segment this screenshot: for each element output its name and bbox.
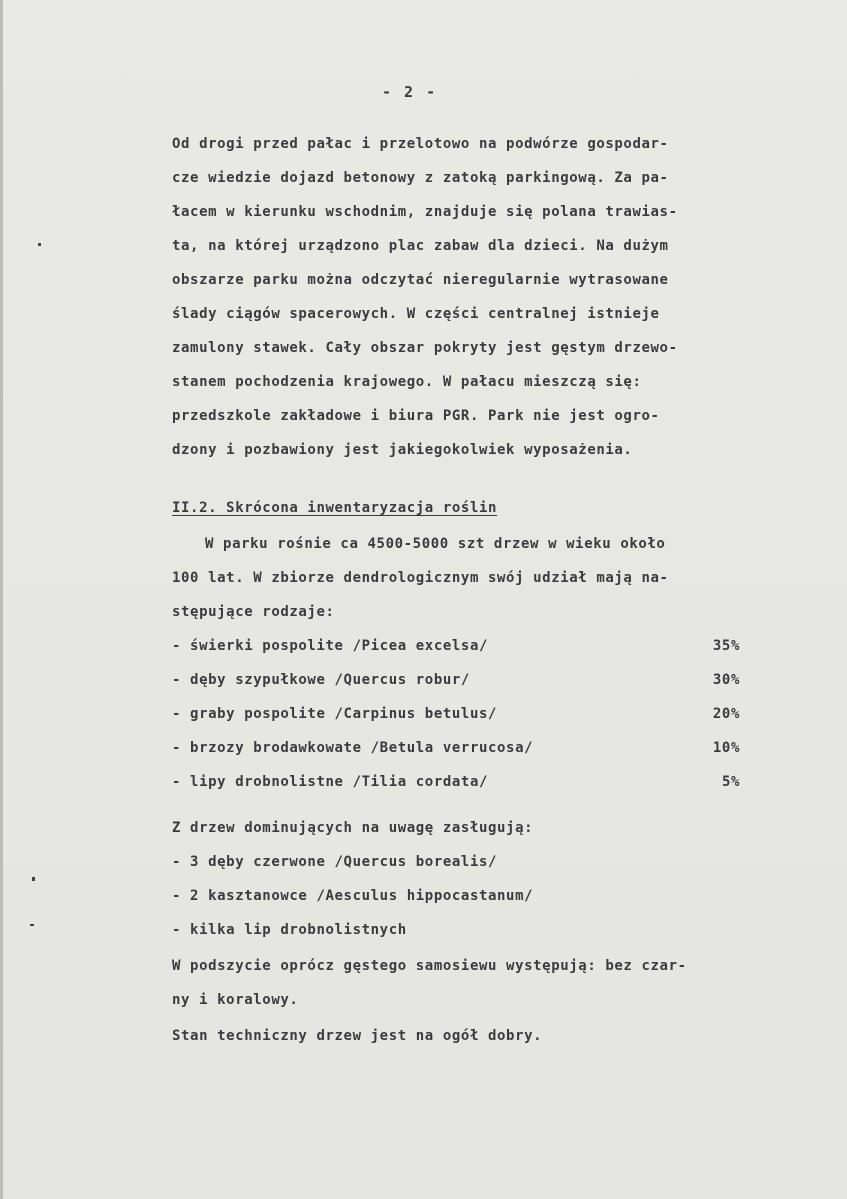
text-line: stępujące rodzaje: (172, 604, 335, 620)
text-line: Od drogi przed pałac i przelotowo na podwórze gospodar- (172, 136, 669, 152)
text-line: obszarze parku można odczytać nieregularnie wytrasowane (172, 272, 669, 288)
text-line: ta, na której urządzono plac zabaw dla dzieci. Na dużym (172, 238, 669, 254)
list-item: - 3 dęby czerwone /Quercus borealis/ (172, 854, 498, 870)
species-percent: 20% (712, 706, 740, 722)
text-line: W podszycie oprócz gęstego samosiewu występują: bez czar- (172, 958, 687, 974)
species-name: - graby pospolite /Carpinus betulus/ (172, 706, 498, 722)
list-item: - kilka lip drobnolistnych (172, 922, 407, 938)
text-line: łacem w kierunku wschodnim, znajduje się polana trawias- (172, 204, 678, 220)
species-percent: 10% (712, 740, 740, 756)
text-line: Stan techniczny drzew jest na ogół dobry. (172, 1028, 543, 1044)
margin-mark (30, 924, 34, 926)
species-percent: 30% (712, 672, 740, 688)
species-percent: 35% (712, 638, 740, 654)
text-line: zamulony stawek. Cały obszar pokryty jest gęstym drzewo- (172, 340, 678, 356)
text-line: ny i koralowy. (172, 992, 299, 1008)
page-number: - 2 - (382, 83, 438, 101)
species-percent: 5% (721, 774, 740, 790)
list-item: - 2 kasztanowce /Aesculus hippocastanum/ (172, 888, 534, 904)
margin-mark (32, 877, 35, 881)
page-edge (0, 0, 3, 1199)
text-line: W parku rośnie ca 4500-5000 szt drzew w wieku około (205, 536, 666, 552)
species-name: - dęby szypułkowe /Quercus robur/ (172, 672, 470, 688)
text-line: Z drzew dominujących na uwagę zasługują: (172, 820, 534, 836)
text-line: dzony i pozbawiony jest jakiegokolwiek wyposażenia. (172, 442, 633, 458)
section-heading: II.2. Skrócona inwentaryzacja roślin (172, 500, 498, 516)
species-name: - świerki pospolite /Picea excelsa/ (172, 638, 489, 654)
margin-mark (38, 243, 41, 246)
text-line: 100 lat. W zbiorze dendrologicznym swój udział mają na- (172, 570, 669, 586)
text-line: cze wiedzie dojazd betonowy z zatoką parkingową. Za pa- (172, 170, 669, 186)
text-line: ślady ciągów spacerowych. W części centralnej istnieje (172, 306, 660, 322)
text-line: przedszkole zakładowe i biura PGR. Park nie jest ogro- (172, 408, 660, 424)
text-line: stanem pochodzenia krajowego. W pałacu mieszczą się: (172, 374, 642, 390)
species-name: - brzozy brodawkowate /Betula verrucosa/ (172, 740, 534, 756)
species-name: - lipy drobnolistne /Tilia cordata/ (172, 774, 489, 790)
